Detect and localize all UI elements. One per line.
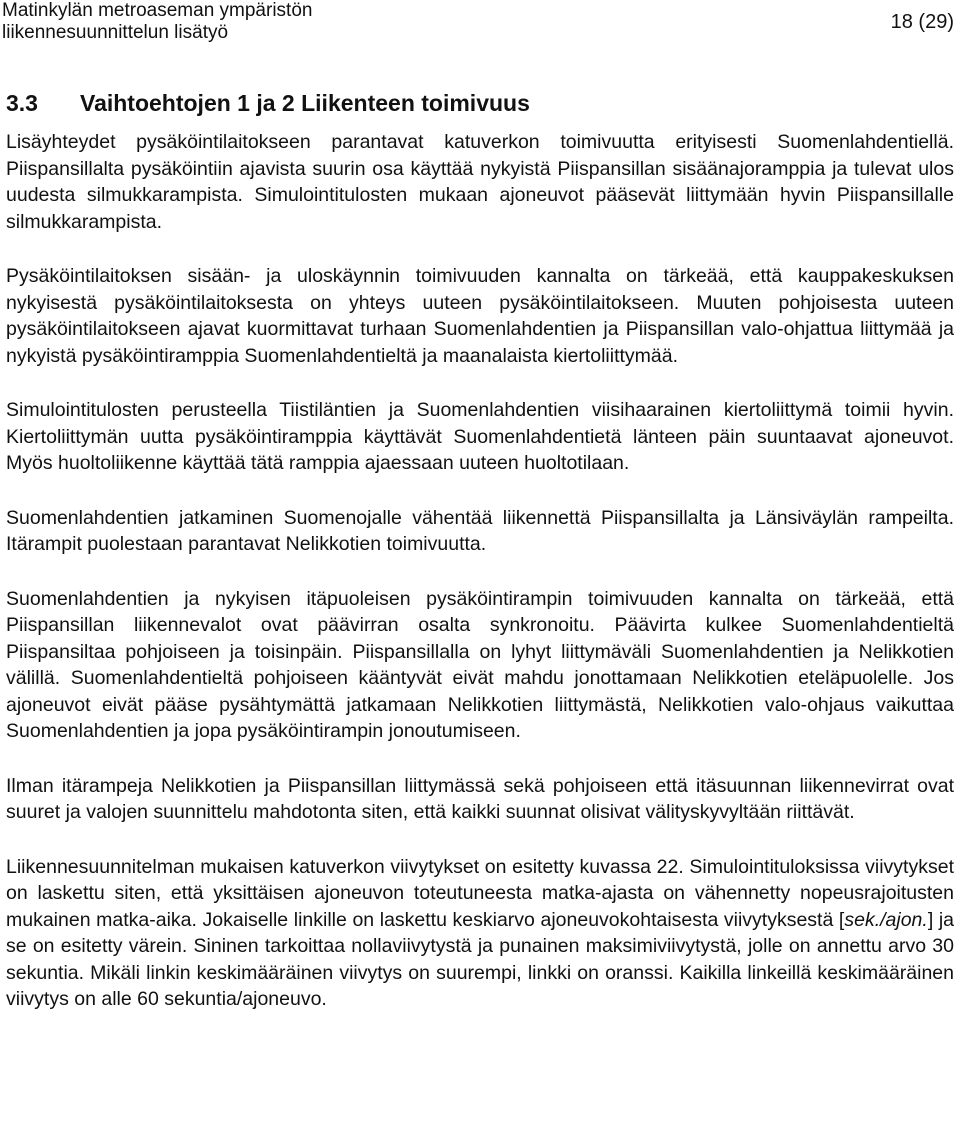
page-header — [2, 0, 958, 44]
paragraph: Ilman itärampeja Nelikkotien ja Piispansillan liittymässä sekä pohjoiseen että itäsuunnan liikennevirrat ovat suuret ja valojen suunnittelu mahdotonta siten, että kaikki suunnat olisivat välityskyvyltään riittävät. — [6, 774, 954, 823]
paragraph-text-start: Liikennesuunnitelman mukaisen katuverkon viivytykset on esitetty kuvassa 22. Simulointituloksissa viivytykset on laskettu siten, että yksittäisen ajoneuvon toteutuneesta matka-ajasta on vähennetty nopeusrajoitusten mukainen matka-aika. Jokaiselle linkille on laskettu keskiarvo ajoneuvokohtaisesta viivytyksestä [ — [6, 855, 954, 931]
paragraph: Lisäyhteydet pysäköintilaitokseen parantavat katuverkon toimivuutta erityisesti Suomenlahdentiellä. Piispansillalta pysäköintiin ajavista suurin osa käyttää nykyistä Piispansillan sisäänajoramppia ja tulevat ulos uudesta silmukkarampista. Simulointitulosten mukaan ajoneuvot pääsevät liittymään hyvin Piispansillalle silmukkarampista. — [6, 131, 954, 233]
section-title: Vaihtoehtojen 1 ja 2 Liikenteen toimivuus — [80, 90, 530, 116]
delay-unit: sek./ajon. — [844, 908, 928, 931]
document-title-line-2: liikennesuunnittelun lisätyö — [2, 22, 229, 43]
section-heading — [6, 89, 530, 117]
section-number: 3.3 — [6, 90, 38, 116]
paragraph-text-end: ] ja se on esitetty värein. Sininen tarkoittaa nollaviivytystä ja punainen maksimiviivytystä, jolle on annettu arvo 30 sekuntia. Mikäli linkin keskimääräinen viivytys on suurempi, linkki on oranssi. Kaikilla linkeillä keskimääräinen viivytys on alle 60 sekuntia/ajoneuvo. — [6, 908, 955, 1010]
page-number: 18 (29) — [890, 11, 954, 33]
paragraph: Simulointitulosten perusteella Tiistiläntien ja Suomenlahdentien viisihaarainen kiertoliittymä toimii hyvin. Kiertoliittymän uutta pysäköintiramppia käyttävät Suomenlahdentietä länteen päin suuntaavat ajoneuvot. Myös huoltoliikenne käyttää tätä ramppia ajaessaan uuteen huoltotilaan. — [6, 399, 954, 474]
document-title-line-1: Matinkylän metroaseman ympäristön — [2, 0, 313, 21]
paragraph: Suomenlahdentien ja nykyisen itäpuoleisen pysäköintirampin toimivuuden kannalta on tärkeää, että Piispansillan liikennevalot ovat päävirran osalta synkronoitu. Päävirta kulkee Suomenlahdentieltä Piispansiltaa pohjoiseen ja toisinpäin. Piispansillalla on lyhyt liittymäväli Suomenlahdentien ja Nelikkotien välillä. Suomenlahdentieltä pohjoiseen kääntyvät eivät mahdu jonottamaan Nelikkotien eteläpuolelle. Jos ajoneuvot eivät pääse pysähtymättä jatkamaan Nelikkotien liittymästä, Nelikkotien valo-ohjaus vaikuttaa Suomenlahdentien ja jopa pysäköintirampin jonoutumiseen. — [6, 587, 954, 742]
paragraph-delays — [6, 854, 954, 1013]
body-text — [6, 129, 954, 1041]
document-title — [2, 0, 312, 44]
paragraph: Pysäköintilaitoksen sisään- ja uloskäynnin toimivuuden kannalta on tärkeää, että kauppakeskuksen nykyisestä pysäköintilaitoksesta on yhteys uuteen pysäköintilaitokseen. Muuten pohjoisesta uuteen pysäköintilaitokseen ajavat kuormittavat turhaan Suomenlahdentien ja Piispansillan valo-ohjattua liittymää ja nykyistä pysäköintiramppia Suomenlahdentieltä ja maanalaista kiertoliittymää. — [6, 265, 954, 367]
paragraph: Suomenlahdentien jatkaminen Suomenojalle vähentää liikennettä Piispansillalta ja Länsiväylän rampeilta. Itärampit puolestaan parantavat Nelikkotien toimivuutta. — [6, 506, 954, 555]
